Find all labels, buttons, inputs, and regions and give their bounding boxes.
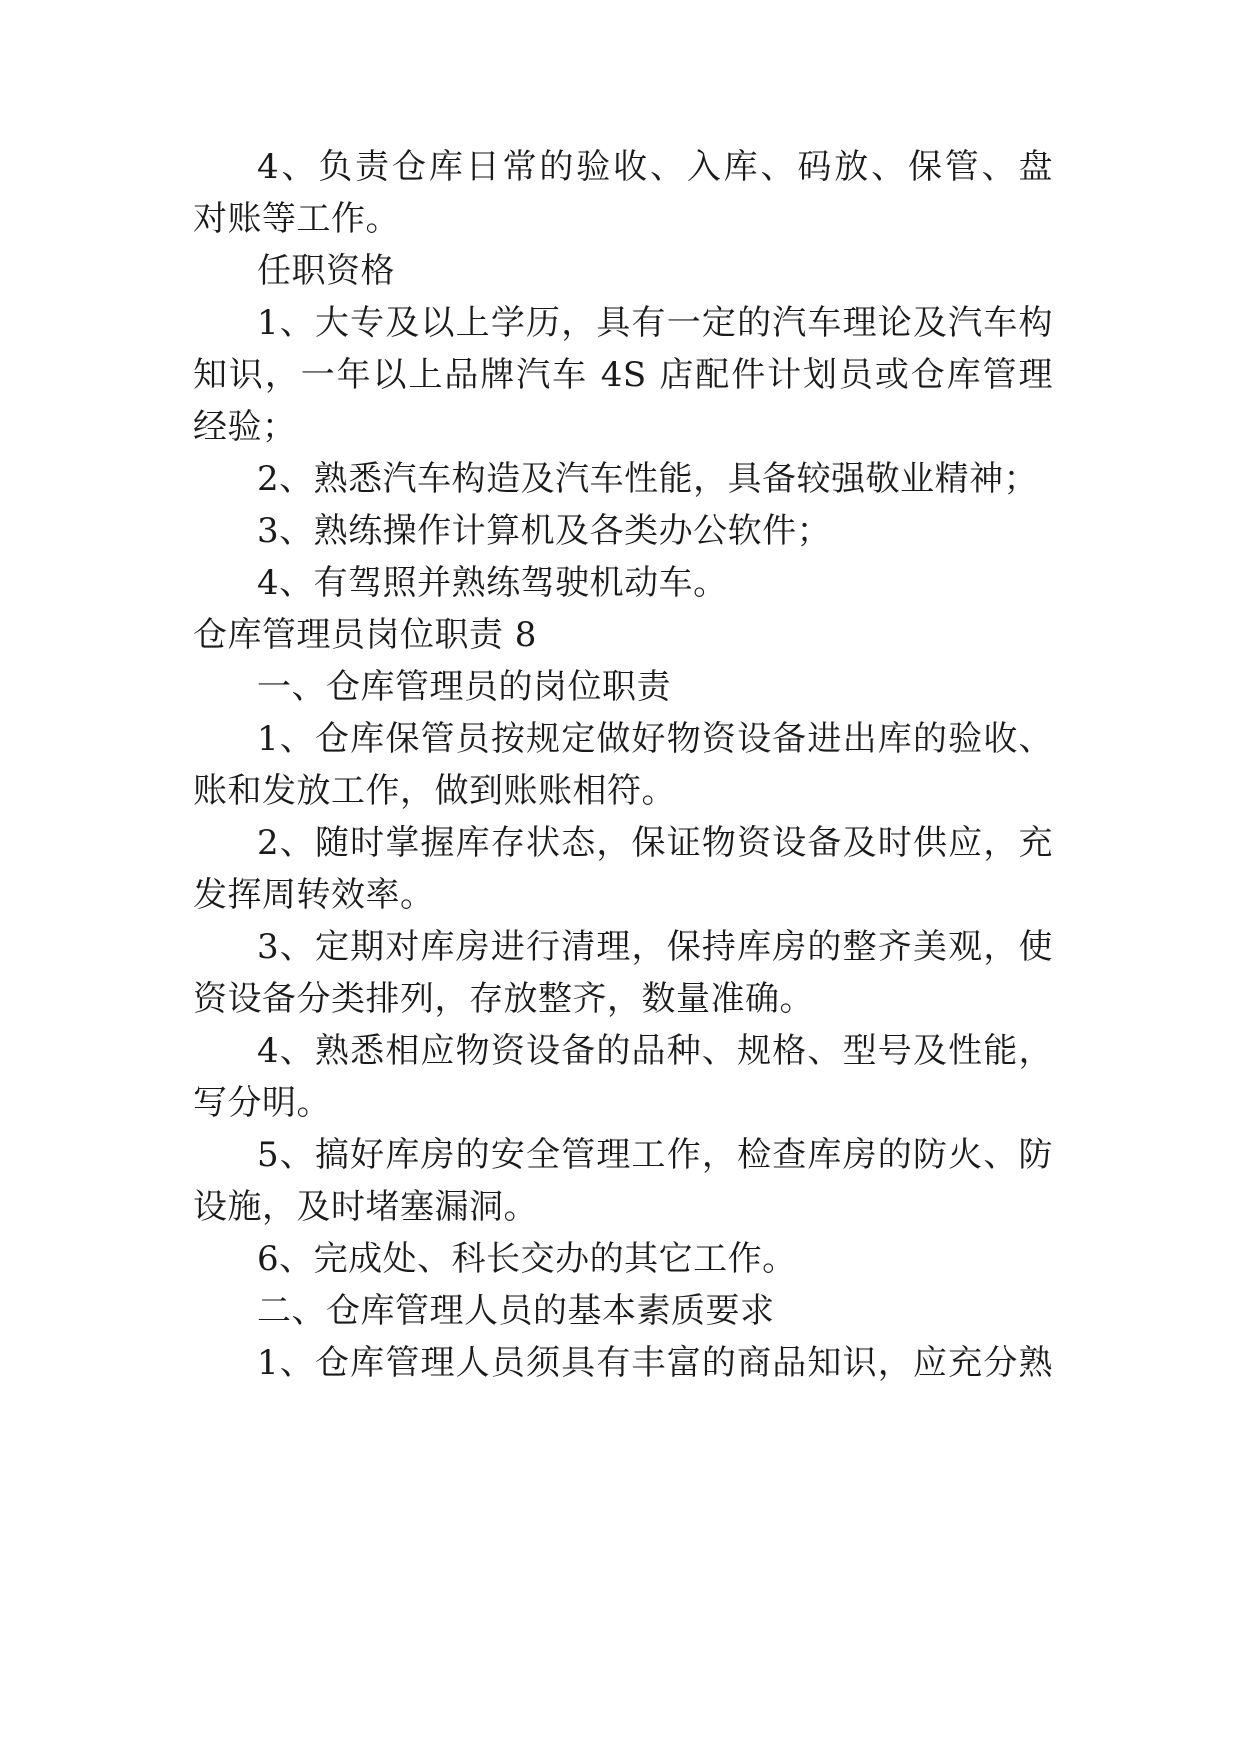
paragraph-line: 4、熟悉相应物资设备的品种、规格、型号及性能， (257, 1031, 1053, 1071)
document-title: 仓库管理员岗位职责 8 (193, 615, 537, 655)
paragraph-line: 对账等工作。 (193, 199, 400, 239)
paragraph-line: 4、有驾照并熟练驾驶机动车。 (257, 563, 728, 603)
paragraph-line: 6、完成处、科长交办的其它工作。 (257, 1239, 797, 1279)
paragraph-line: 4、负责仓库日常的验收、入库、码放、保管、盘 (257, 147, 1053, 187)
paragraph-line: 发挥周转效率。 (193, 875, 435, 915)
paragraph-line: 2、随时掌握库存状态，保证物资设备及时供应，充 (257, 823, 1053, 863)
paragraph-line: 账和发放工作，做到账账相符。 (193, 771, 676, 811)
paragraph-line: 设施，及时堵塞漏洞。 (193, 1187, 538, 1227)
paragraph-line: 写分明。 (193, 1083, 331, 1123)
section-heading: 一、仓库管理员的岗位职责 (257, 667, 671, 707)
section-heading: 二、仓库管理人员的基本素质要求 (257, 1291, 775, 1331)
paragraph-line: 1、仓库管理人员须具有丰富的商品知识，应充分熟 (257, 1343, 1053, 1383)
paragraph-line: 资设备分类排列，存放整齐，数量准确。 (193, 979, 814, 1019)
paragraph-line: 知识，一年以上品牌汽车 4S 店配件计划员或仓库管理 (193, 355, 1053, 395)
paragraph-line: 2、熟悉汽车构造及汽车性能，具备较强敬业精神； (257, 459, 1039, 499)
paragraph-line: 5、搞好库房的安全管理工作，检查库房的防火、防 (257, 1135, 1053, 1175)
paragraph-line: 1、大专及以上学历，具有一定的汽车理论及汽车构 (257, 303, 1053, 343)
section-heading: 任职资格 (257, 251, 395, 291)
paragraph-line: 3、熟练操作计算机及各类办公软件； (257, 511, 832, 551)
paragraph-line: 经验； (193, 407, 297, 447)
paragraph-line: 1、仓库保管员按规定做好物资设备进出库的验收、 (257, 719, 1053, 759)
paragraph-line: 3、定期对库房进行清理，保持库房的整齐美观，使 (257, 927, 1053, 967)
